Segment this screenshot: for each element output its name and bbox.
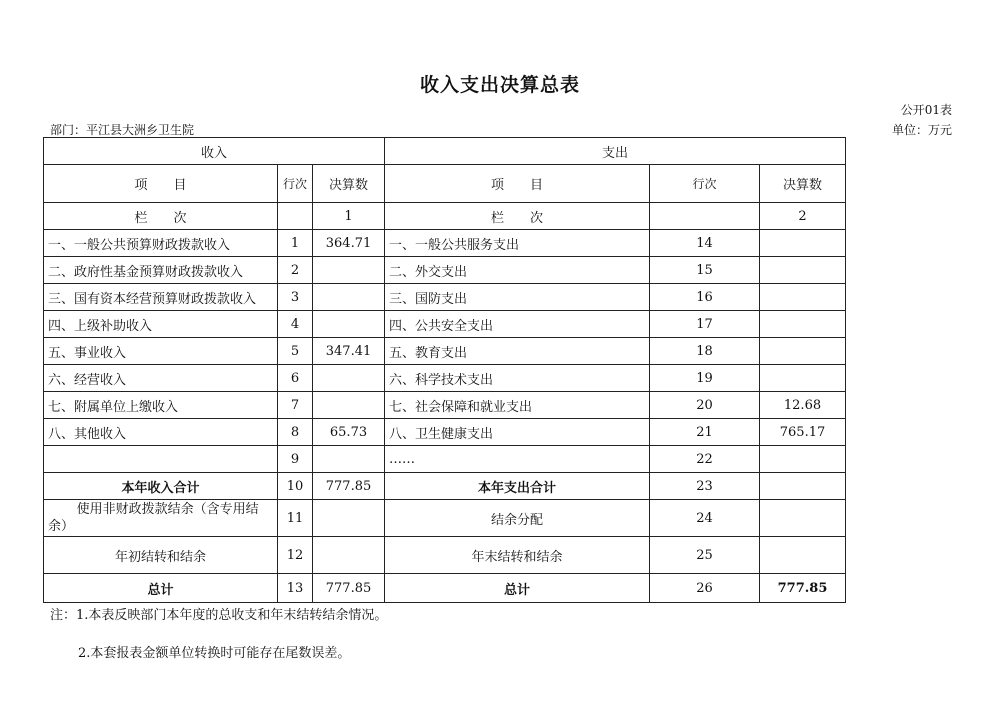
expense-item: 六、科学技术支出 [385,365,650,392]
table-row [44,257,846,284]
expense-amount-header: 决算数 [760,165,846,203]
expense-amount [760,311,846,338]
income-amount [313,311,385,338]
note-2: 2.本套报表金额单位转换时可能存在尾数误差。 [78,646,351,661]
expense-column-number: 2 [760,203,846,230]
expense-line-no: 16 [650,284,760,311]
expense-amount [760,365,846,392]
table-row [44,446,846,473]
income-line-no: 2 [278,257,313,284]
nonfiscal-surplus-label: 使用非财政拨款结余（含专用结余） [44,500,278,537]
expense-line-no: 14 [650,230,760,257]
income-item: 三、国有资本经营预算财政拨款收入 [44,284,278,311]
table-row [44,338,846,365]
income-column-label: 栏 次 [44,203,278,230]
page-title: 收入支出决算总表 [419,74,580,96]
department-label: 部门：平江县大洲乡卫生院 [50,123,195,137]
income-amount: 65.73 [313,419,385,446]
table-row [44,230,846,257]
expense-line-no: 19 [650,365,760,392]
expense-item: …… [385,446,650,473]
expense-item: 二、外交支出 [385,257,650,284]
expense-column-label: 栏 次 [385,203,650,230]
expense-item: 三、国防支出 [385,284,650,311]
income-item: 七、附属单位上缴收入 [44,392,278,419]
income-line-no: 5 [278,338,313,365]
grand-income-total-line-no: 13 [278,574,313,603]
year-expense-total-line-no: 23 [650,473,760,500]
income-item: 四、上级补助收入 [44,311,278,338]
begin-balance-line-no: 12 [278,537,313,574]
income-item: 八、其他收入 [44,419,278,446]
surplus-distribution-line-no: 24 [650,500,760,537]
expense-amount [760,257,846,284]
expense-amount [760,338,846,365]
income-amount-header: 决算数 [313,165,385,203]
form-code: 公开01表 [900,103,952,117]
income-item-header: 项 目 [44,165,278,203]
year-expense-total-amount [760,473,846,500]
expense-line-no: 20 [650,392,760,419]
expense-amount: 765.17 [760,419,846,446]
expense-line-no: 17 [650,311,760,338]
expense-line-no: 18 [650,338,760,365]
year-income-total-line-no: 10 [278,473,313,500]
expense-amount [760,230,846,257]
income-line-no: 7 [278,392,313,419]
notes [50,606,388,661]
income-item: 一、一般公共预算财政拨款收入 [44,230,278,257]
table-row [44,284,846,311]
expense-amount [760,446,846,473]
grand-total-row [44,574,846,603]
income-amount [313,365,385,392]
expense-header: 支出 [385,138,846,165]
expense-item: 五、教育支出 [385,338,650,365]
income-item [44,446,278,473]
expense-line-no: 15 [650,257,760,284]
expense-line-no: 22 [650,446,760,473]
end-balance-label: 年末结转和结余 [385,537,650,574]
income-line-no: 8 [278,419,313,446]
income-item: 五、事业收入 [44,338,278,365]
nonfiscal-surplus-amount [313,500,385,537]
end-balance-amount [760,537,846,574]
expense-item: 七、社会保障和就业支出 [385,392,650,419]
income-amount [313,446,385,473]
income-amount [313,257,385,284]
table-row [44,392,846,419]
expense-column-blank [650,203,760,230]
grand-expense-total-line-no: 26 [650,574,760,603]
table-row [44,311,846,338]
year-expense-total-label: 本年支出合计 [385,473,650,500]
grand-expense-total-amount: 777.85 [760,574,846,603]
year-income-total-amount: 777.85 [313,473,385,500]
expense-item: 一、一般公共服务支出 [385,230,650,257]
expense-line-no-header: 行次 [650,165,760,203]
income-column-number: 1 [313,203,385,230]
income-line-no: 4 [278,311,313,338]
unit-label: 单位：万元 [891,123,952,137]
surplus-distribution-amount [760,500,846,537]
year-total-row [44,473,846,500]
income-header: 收入 [44,138,385,165]
income-amount [313,284,385,311]
year-income-total-label: 本年收入合计 [44,473,278,500]
nonfiscal-row [44,500,846,537]
table-row [44,365,846,392]
expense-amount [760,284,846,311]
surplus-distribution-label: 结余分配 [385,500,650,537]
expense-item: 四、公共安全支出 [385,311,650,338]
income-line-no: 3 [278,284,313,311]
income-line-no: 9 [278,446,313,473]
expense-line-no: 21 [650,419,760,446]
table-row [44,419,846,446]
grand-expense-total-label: 总计 [385,574,650,603]
grand-income-total-amount: 777.85 [313,574,385,603]
income-item: 六、经营收入 [44,365,278,392]
income-expense-table [43,137,846,603]
income-line-no: 1 [278,230,313,257]
expense-item-header: 项 目 [385,165,650,203]
expense-amount: 12.68 [760,392,846,419]
income-item: 二、政府性基金预算财政拨款收入 [44,257,278,284]
begin-balance-label: 年初结转和结余 [44,537,278,574]
grand-income-total-label: 总计 [44,574,278,603]
income-amount [313,392,385,419]
balance-row [44,537,846,574]
income-amount: 364.71 [313,230,385,257]
income-amount: 347.41 [313,338,385,365]
nonfiscal-surplus-line-no: 11 [278,500,313,537]
income-line-no-header: 行次 [278,165,313,203]
begin-balance-amount [313,537,385,574]
income-column-blank [278,203,313,230]
income-line-no: 6 [278,365,313,392]
expense-item: 八、卫生健康支出 [385,419,650,446]
note-1: 注：1.本表反映部门本年度的总收支和年末结转结余情况。 [50,608,388,623]
end-balance-line-no: 25 [650,537,760,574]
